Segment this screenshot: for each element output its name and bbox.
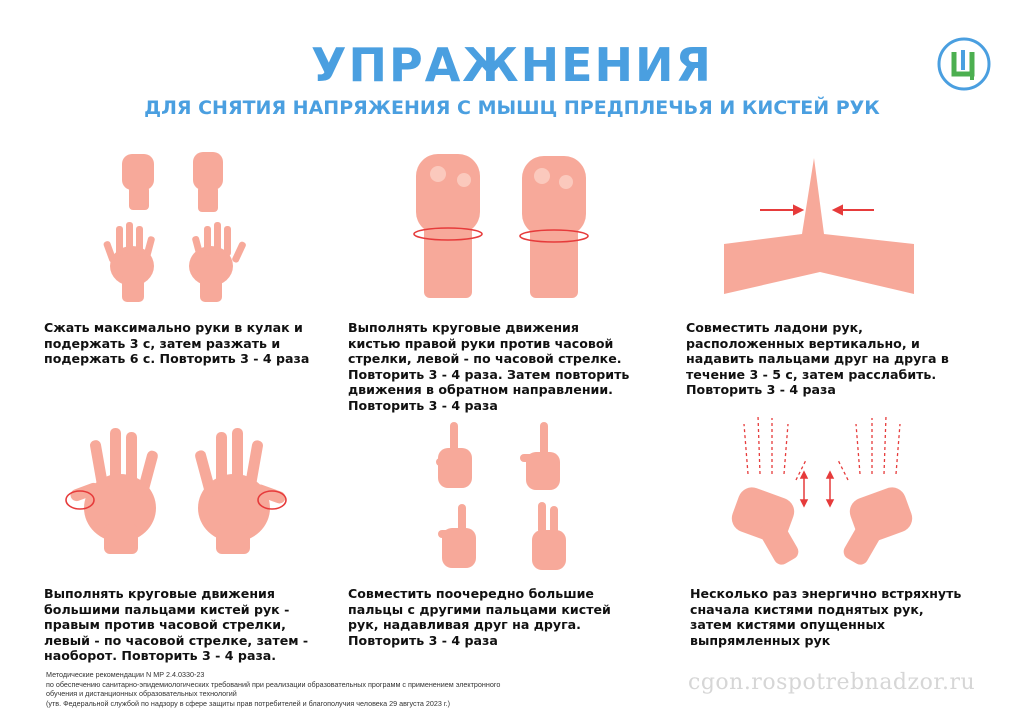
thumb-rotation-icon	[58, 424, 294, 554]
exercise-1-caption: Сжать максимально руки в кулак и подержать 3 с, затем разжать и подержать 6 с. Повторить 3 - 4 раза	[44, 320, 310, 366]
cgon-logo-icon	[936, 36, 992, 92]
footer-line: по обеспечению санитарно-эпидемиологических требований при реализации образовательных программ с применением электронного	[46, 679, 501, 689]
exercise-2-caption: Выполнять круговые движения кистью правой руки против часовой стрелки, левой - по часовой стрелке. Повторить 3 - 4 раза. Затем повторить движения в обратном направлении. Повторить 3 - 4 раза	[348, 320, 630, 413]
exercise-6-caption: Несколько раз энергично встряхнуть сначала кистями поднятых рук, затем кистями опущенных выпрямленных рук	[690, 586, 962, 648]
palms-press-icon	[724, 152, 914, 302]
wrist-rotation-icon	[402, 150, 608, 300]
site-url: cgon.rospotrebnadzor.ru	[688, 670, 976, 695]
exercise-3-caption: Совместить ладони рук, расположенных вертикально, и надавить пальцами друг на друга в течение 3 - 5 с, затем расслабить. Повторить 3 - 4 раза	[686, 320, 949, 397]
footer-line: обучения и дистанционных образовательных технологий	[46, 689, 237, 698]
footer-line: (утв. Федеральной службой по надзору в сфере защиты прав потребителей и благополучия человека 29 августа 2023 г.)	[46, 698, 450, 708]
exercise-5-caption: Совместить поочередно большие пальцы с другими пальцами кистей рук, надавливая друг на друга. Повторить 3 - 4 раза	[348, 586, 611, 648]
footer-line: Методические рекомендации N МР 2.4.0330-23	[46, 670, 205, 679]
fist-open-hands-icon	[96, 146, 256, 304]
finger-touch-icon	[428, 418, 578, 574]
page-subtitle: ДЛЯ СНЯТИЯ НАПРЯЖЕНИЯ С МЫШЦ ПРЕДПЛЕЧЬЯ И КИСТЕЙ РУК	[144, 97, 880, 119]
footer-reference	[46, 670, 666, 708]
exercise-4-caption: Выполнять круговые движения большими пальцами кистей рук - правым против часовой стрелки, левый - по часовой стрелке, затем - наоборот. Повторить 3 - 4 раза.	[44, 586, 309, 663]
hand-shake-icon	[730, 410, 914, 570]
page-title: УПРАЖНЕНИЯ	[311, 38, 713, 92]
